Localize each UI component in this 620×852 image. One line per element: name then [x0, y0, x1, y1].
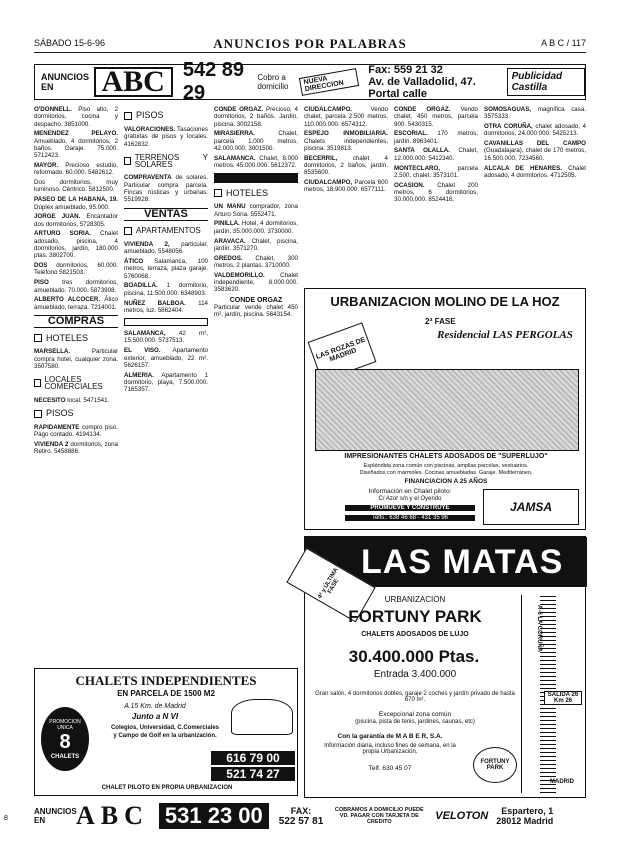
molino-ad-phones: Telfs.: 638 46 68 - 431 35 96 [345, 515, 475, 521]
header-rule [34, 52, 586, 53]
checkbox-icon [34, 334, 42, 342]
top-banner [34, 59, 586, 104]
chalets-ad: CHALETS INDEPENDIENTES EN PARCELA DE 1500 M2 A 15 Km. de Madrid Junto a N VI Colegios, Universidad, C.Comerciales y Campo de Golf en la urbanización. PROMOCION UNICA 8 CHALETS 616 79 00 521 74 27 CHALET PILOTO EN PROPIA URBANIZACION [34, 668, 298, 796]
cat-terrenos: TERRENOS Y SOLARES [124, 154, 208, 169]
ventas-title: VENTAS [124, 208, 208, 221]
banner-fax: Fax: 559 21 32 [368, 64, 443, 76]
classified-ad: PISO tres dormitorios, amueblado. 70.000. 5873908. [34, 279, 118, 294]
footer-fax: 522 57 81 [278, 815, 324, 827]
column-6: SOMOSAGUAS, magnífica casa. 3575333. OTRA CORUÑA, chalet adosado, 4 dormitorios, 24.000.000. 5425213. CAVANILLAS DEL CAMPO (Guadalajara), chalet de 170 metros, 16.500.000. 7234560. ALCALA DE HENARES. Chalet adosado, 4 dormitorios. 4712505. [484, 106, 586, 179]
jamsa-logo: JAMSA [483, 489, 579, 525]
chalets-ad-title: CHALETS INDEPENDIENTES [75, 673, 257, 688]
column-1: O'DONNELL. Piso alto, 2 dormitorios, cocina y despacho. 3851000. MENENDEZ PELAYO. Amueblado, 4 dormitorios, 2 baños. Garaje. 75.000. 5712423. MAYOR. Precioso estudio, reformado. 60.000. 5482612. Dos dormitorios, muy luminoso. Céntrico. 5812500. PASEO DE LA HABANA, 19. Dúplex amueblado, 95.000. JORGE JUAN. Encantador dos dormitorios, 5728305. ARTURO SORIA. Chalet adosado, piscina, 4 dormitorios, jardín, 180.000 ptas. 3802700. DOS dormitorios, 60.000. Teléfono 5821503. PISO tres dormitorios, amueblado. 70.000. 5873908. ALBERTO ALCOCER. Ático amueblado, terraza. 7214001. COMPRAS HOTELES MARSELLA. Particular compra hotel, cualquier zona. 3507580. LOCALES COMERCIALES NECESITO local. 5471541. PISOS RAPIDAMENTE compro piso. Pago contado. 4194134. VIVIENDA 2 dormitorios, zona Retiro. 5458886. [34, 106, 118, 456]
footer-brand-logo: VELOTON [435, 810, 489, 822]
header-page: A B C / 117 [541, 38, 586, 48]
column-2: PISOS VALORACIONES. Tasaciones gratuitas de pisos y locales. 4162832. TERRENOS Y SOLARES COMPRAVENTA de solares. Particular compra parcela. Fincas rústicas y urbanas. 5519928. VENTAS APARTAMENTOS VIVIENDA 2, particular, amueblado, 5548056. ÁTICO Salamanca, 100 metros, terraza, plaza garaje. 5760068. BOADILLA. 1 dormitorio, piscina, 11.500.000. 6348903. NUÑEZ BALBOA. 114 metros, luz. 5862404. SALAMANCA, 42 m², 15.500.000. 5737513. EL VISO. Apartamento exterior, amueblado, 22 m². 5626157. ALMERIA. Apartamento 1 dormitorio, playa, 7.500.000. 7165357. [124, 110, 208, 394]
cat-pisos-2: PISOS [124, 112, 208, 120]
conde-ad-title: CONDE ORGAZ [229, 296, 283, 304]
banner-cobro: Cobro a domicilio [257, 73, 289, 91]
cat-hoteles-2: HOTELES [214, 189, 298, 197]
column-5: CONDE ORGAZ. Vendo chalet, 450 metros, parcela 900. 5430315. ESCORIAL. 170 metros, jardín. 8963401. SANTA OLALLA. Chalet, 12.000.000. 5412340. MONTECLARO, parcela 2.500, chalet. 3573101. OCASION. Chalet 200 metros, 6 dormitorios, 30.000.000. 8524416. [394, 106, 478, 204]
banner-badge: NUEVA DIRECCION [299, 68, 359, 96]
classified-ad: MAYOR. Precioso estudio, reformado. 60.000. 5482612. [34, 162, 118, 177]
classified-ad: ARTURO SORIA. Chalet adosado, piscina, 4 dormitorios, jardín, 180.000 ptas. 3802700. [34, 230, 118, 260]
checkbox-icon [124, 112, 132, 120]
chalets-ad-logo [231, 699, 293, 735]
classified-ad: Dos dormitorios, muy luminoso. Céntrico. 5812500. [34, 179, 118, 194]
matas-ad-phone: Telf. 630 45 07 [368, 765, 412, 772]
banner-partner-logo: Publicidad Castilla [507, 68, 585, 96]
footer-banner: ANUNCIOS EN ABC 531 23 00 FAX: 522 57 81 COBRAMOS A DOMICILIO PUEDE VD. PAGAR CON TARJETA DE CREDITO VELOTON Espartero, 1 28012 Madrid [34, 801, 554, 830]
molino-ad-title: URBANIZACION MOLINO DE LA HOZ [330, 294, 560, 309]
regalese-ad [214, 173, 298, 183]
banner-abc-logo: ABC [94, 67, 173, 97]
checkbox-icon [214, 189, 222, 197]
column-4: CIUDALCAMPO. Vendo chalet, parcela 2.500 metros, 110.000.000. 6574312. ESPEJO INMOBILIARIA. Chalets independientes, piscina. 3519813. BECERRIL, chalet 4 dormitorios, 2 baños, jardín. 8535600. CIUDALCAMPO, Parcela 600 metros, 18.900.000. 6577111. [304, 106, 388, 194]
footer-lead: ANUNCIOS EN [34, 807, 77, 825]
checkbox-icon [34, 410, 42, 418]
footer-abc-logo: ABC [76, 801, 149, 830]
compras-title: COMPRAS [34, 315, 118, 328]
matas-ad: LAS MATAS 4ª y ÚLTIMA FASE URBANIZACION FORTUNY PARK CHALETS ADOSADOS DE LUJO 30.400.000 Ptas. Entrada 3.400.000 Gran salón, 4 dormitorios dobles, garaje 2 coches y jardín privado de hasta 670 m². Excepcional zona común (piscina, pista de tenis, jardines, saunas, etc) Con la garantía de M A B E R, S.A. Información diaria, incluso fines de semana, en la propia Urbanización. Telf. 630 45 07 FORTUNY PARK A-6 LA CORUÑA SALIDA 26 Km 26 MADRID [304, 536, 586, 798]
checkbox-icon [124, 227, 132, 235]
matas-map: A-6 LA CORUÑA SALIDA 26 Km 26 MADRID [521, 595, 582, 793]
banner-phone: 542 89 29 [182, 59, 245, 104]
column-3: CONDE ORGAZ. Precioso, 4 dormitorios, 2 baños. Jardín, piscina. 3002158. MIRASIERRA. Chalet, parcela 1.000 metros, 42.000.000. 3001500. SALAMANCA. Chalet, 8.000 metros. 45.000.000. 5612372. HOTELES UN MANU comprador, zona Arturo Soria. 5552471. PINILLA. Hotel, 4 dormitorios, jardín, 35.000.000. 3730000. ARAVACA. Chalet, piscina, jardín. 3571270. GREDOS. Chalet, 300 metros, 2 plantas. 3710000. VALDEMORILLO. Chalet independiente, 8.000.000. 3583620. CONDE ORGAZ Particular vende chalet 450 m², jardín, piscina. 5643154. [214, 106, 298, 319]
checkbox-icon [124, 157, 131, 165]
matas-ad-price: 30.400.000 Ptas. [348, 647, 480, 666]
footer-phone: 531 23 00 [159, 803, 269, 829]
col1-blocks [34, 106, 118, 311]
fortuny-park-logo: FORTUNY PARK [473, 747, 517, 783]
molino-ad-photo [315, 369, 579, 451]
header-date: SÁBADO 15-6-96 [34, 38, 106, 48]
cat-locales: LOCALES COMERCIALES [34, 376, 118, 391]
banner-lead: ANUNCIOS EN [41, 72, 90, 92]
chalets-ad-phone1: 616 79 00 [211, 751, 295, 765]
matas-ad-title: LAS MATAS [361, 543, 564, 581]
classified-ad: ALBERTO ALCOCER. Ático amueblado, terraza. 7214001. [34, 296, 118, 311]
cat-pisos: PISOS [34, 410, 118, 418]
classified-ad: PASEO DE LA HABANA, 19. Dúplex amueblado, 95.000. [34, 196, 118, 211]
matas-ad-fase: 4ª y ÚLTIMA FASE [286, 548, 375, 623]
checkbox-icon [34, 379, 41, 387]
chalets-ad-seal: PROMOCION UNICA 8 CHALETS [41, 707, 89, 771]
classified-ad: O'DONNELL. Piso alto, 2 dormitorios, cocina y despacho. 3851000. [34, 106, 118, 128]
matas-ad-park: FORTUNY PARK [348, 607, 482, 626]
cat-apartamentos: APARTAMENTOS [124, 227, 208, 235]
banner-address: Av. de Valladolid, 47. Portal calle [368, 76, 476, 100]
classified-ad: MENENDEZ PELAYO. Amueblado, 4 dormitorios, 2 baños. Garaje. 75.000. 5712423. [34, 130, 118, 160]
molino-ad-residencial: Residencial LAS PERGOLAS [437, 329, 573, 341]
classified-ad: JORGE JUAN. Encantador dos dormitorios, 5728305. [34, 213, 118, 228]
classified-ad: DOS dormitorios, 60.000. Teléfono 5821503. [34, 262, 118, 277]
chalets-ad-phone2: 521 74 27 [211, 767, 295, 781]
aticos-ad [124, 318, 208, 326]
molino-ad-stamp: LAS ROZAS DE MADRID [308, 322, 377, 381]
page-title: ANUNCIOS POR PALABRAS [213, 36, 407, 51]
cat-hoteles: HOTELES [34, 334, 118, 342]
page-number: 8 [4, 815, 8, 822]
molino-ad: URBANIZACION MOLINO DE LA HOZ 2ª FASE Residencial LAS PERGOLAS LAS ROZAS DE MADRID IMPRESIONANTES CHALETS ADOSADOS DE "SUPERLUJO" Espléndida zona común con piscinas, amplias parcelas, vestuarios. Diseñados con mármoles. Cocinas amuebladas. Garaje. Mediterráneo. FINANCIACION A 25 AÑOS Información en Chalet piloto: C/ Azor s/n y el Oyendo PROMUEVE Y CONSTRUYE Telfs.: 638 46 68 - 431 35 96 JAMSA [304, 288, 586, 530]
